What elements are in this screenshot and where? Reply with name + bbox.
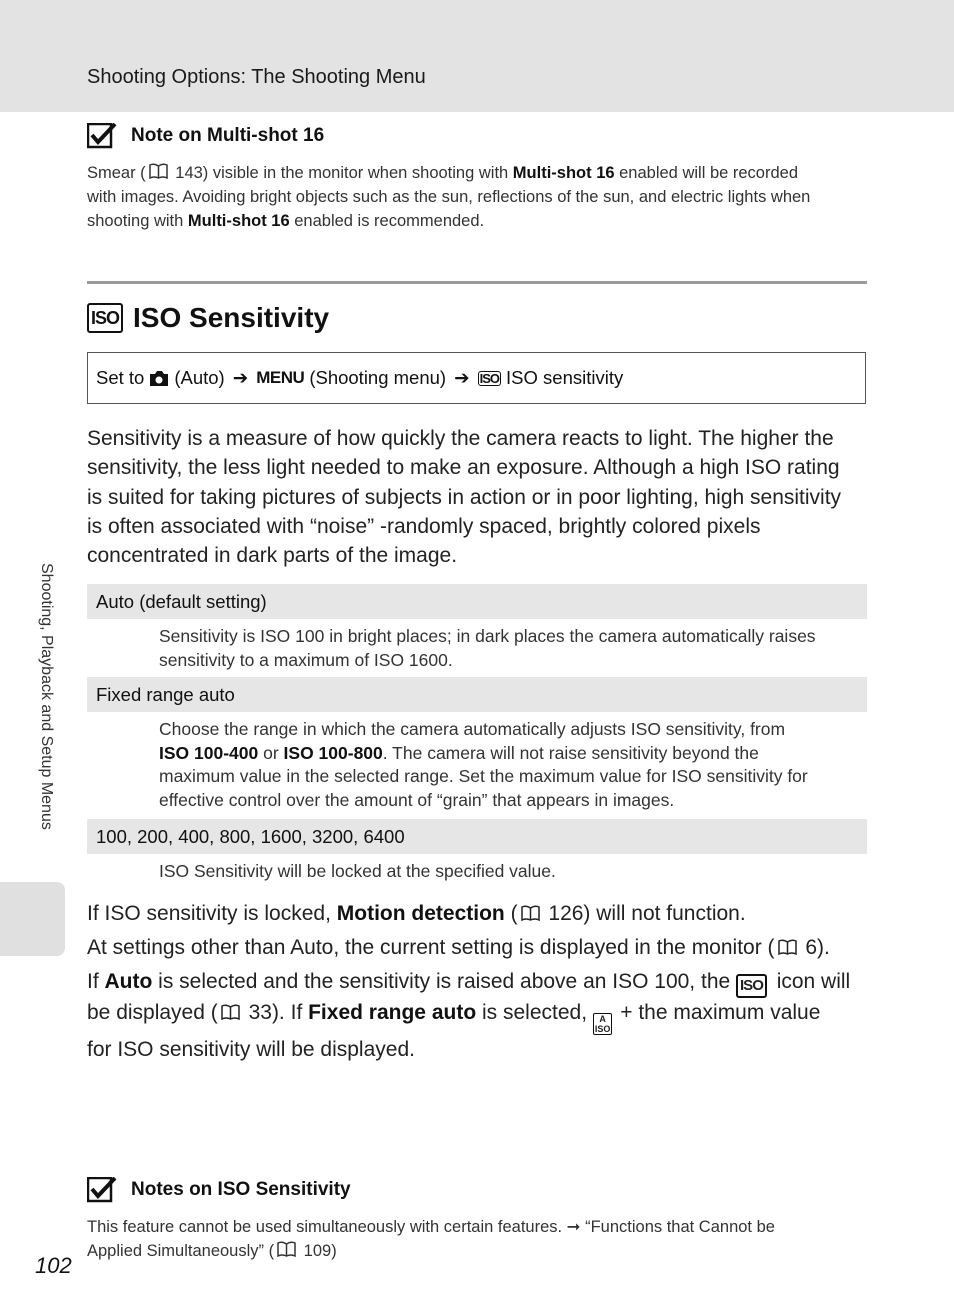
check-note-icon bbox=[87, 123, 117, 149]
text-line: is often associated with “noise” -randomly spaced, brightly colored pixels bbox=[87, 514, 761, 538]
intro-paragraph bbox=[87, 424, 867, 570]
text: Smear ( bbox=[87, 164, 146, 182]
page-number: 102 bbox=[35, 1253, 72, 1278]
option-values-header: 100, 200, 400, 800, 1600, 3200, 6400 bbox=[87, 819, 867, 854]
text: 109) bbox=[299, 1242, 337, 1260]
icon-label: A bbox=[599, 1013, 606, 1024]
camera-auto-icon bbox=[149, 370, 169, 387]
arrow-right-icon: ➔ bbox=[454, 367, 470, 388]
text: enabled will be recorded bbox=[614, 164, 798, 182]
note-multishot-title: Note on Multi-shot 16 bbox=[131, 125, 325, 146]
text-line: maximum value in the selected range. Set the maximum value for ISO sensitivity for bbox=[159, 766, 808, 787]
menu-path-box bbox=[87, 352, 866, 404]
bold-term: ISO 100-800 bbox=[283, 742, 383, 763]
page-title bbox=[87, 302, 329, 334]
path-text: ISO sensitivity bbox=[506, 367, 624, 388]
check-note-icon bbox=[87, 1177, 117, 1203]
body-monitor-display bbox=[87, 933, 877, 962]
bold-term: Multi-shot 16 bbox=[512, 164, 615, 182]
text: enabled is recommended. bbox=[289, 212, 485, 230]
text: 6). bbox=[799, 936, 830, 959]
option-fixed-range-header: Fixed range auto bbox=[87, 677, 867, 712]
text-line: sensitivity, the less light needed to make an exposure. Although a high ISO rating bbox=[87, 456, 840, 480]
option-fixed-range-desc bbox=[159, 718, 859, 813]
text-line: concentrated in dark parts of the image. bbox=[87, 544, 458, 568]
text: 143) visible in the monitor when shooting with bbox=[170, 164, 513, 182]
text-line: sensitivity to a maximum of ISO 1600. bbox=[159, 649, 453, 670]
note-multishot-text bbox=[87, 161, 867, 233]
text: Applied Simultaneously” ( bbox=[87, 1242, 275, 1260]
text: If ISO sensitivity is locked, bbox=[87, 902, 337, 925]
text: ( bbox=[504, 902, 518, 925]
text: icon will bbox=[770, 970, 851, 993]
text-line: for ISO sensitivity will be displayed. bbox=[87, 1037, 415, 1061]
bold-term: Multi-shot 16 bbox=[187, 212, 290, 230]
path-text: (Auto) bbox=[174, 367, 225, 388]
note-iso-text bbox=[87, 1215, 867, 1263]
note-iso-heading bbox=[87, 1177, 351, 1203]
bold-term: ISO 100-400 bbox=[159, 742, 259, 763]
text-line: effective control over the amount of “grain” that appears in images. bbox=[159, 790, 675, 811]
note-multishot-heading bbox=[87, 123, 324, 149]
fixed-range-iso-icon bbox=[593, 1013, 613, 1035]
iso-auto-icon: ISO bbox=[736, 974, 767, 998]
bold-term: Motion detection bbox=[336, 902, 505, 925]
text-line: This feature cannot be used simultaneously with certain features. ➞ “Functions that Cannot be bbox=[87, 1218, 775, 1236]
text: or bbox=[258, 742, 284, 763]
text: + the maximum value bbox=[614, 1000, 821, 1024]
book-reference-icon bbox=[149, 163, 168, 179]
note-iso-title: Notes on ISO Sensitivity bbox=[131, 1179, 351, 1200]
book-reference-icon bbox=[221, 1004, 240, 1020]
text: At settings other than Auto, the current setting is displayed in the monitor ( bbox=[87, 936, 775, 959]
sidebar-section-label: Shooting, Playback and Setup Menus bbox=[38, 563, 55, 830]
text: . The camera will not raise sensitivity beyond the bbox=[382, 742, 759, 763]
text: If bbox=[87, 970, 105, 993]
text-line: ISO Sensitivity will be locked at the specified value. bbox=[159, 861, 556, 881]
path-text: Set to bbox=[96, 367, 145, 388]
arrow-right-icon: ➔ bbox=[232, 367, 249, 388]
menu-icon: MENU bbox=[256, 368, 305, 387]
text-line: is suited for taking pictures of subjects in action or in poor lighting, high sensitivity bbox=[87, 485, 842, 509]
path-text: (Shooting menu) bbox=[309, 367, 447, 388]
header-title: Shooting Options: The Shooting Menu bbox=[87, 66, 426, 88]
bold-term: Auto bbox=[104, 970, 153, 993]
text: with images. Avoiding bright objects such as the sun, reflections of the sun, and electric lights when bbox=[87, 188, 811, 206]
body-motion-detection bbox=[87, 899, 877, 928]
text-line: Sensitivity is ISO 100 in bright places; in dark places the camera automatically raises bbox=[159, 626, 816, 646]
body-auto-icon bbox=[87, 967, 877, 1064]
text: 126) will not function. bbox=[542, 902, 746, 925]
option-values-desc bbox=[159, 860, 859, 884]
icon-label: ISO bbox=[594, 1023, 611, 1034]
text: be displayed ( bbox=[87, 1000, 218, 1024]
text: is selected, bbox=[476, 1000, 593, 1024]
bold-term: Fixed range auto bbox=[308, 1000, 477, 1024]
iso-icon: ISO bbox=[479, 370, 500, 386]
book-reference-icon bbox=[778, 939, 797, 955]
book-reference-icon bbox=[521, 905, 540, 921]
text: is selected and the sensitivity is raised above an ISO 100, the bbox=[152, 970, 737, 993]
section-divider bbox=[87, 281, 867, 284]
text-line: Sensitivity is a measure of how quickly the camera reacts to light. The higher the bbox=[87, 427, 834, 450]
option-auto-desc bbox=[159, 625, 859, 672]
book-reference-icon bbox=[277, 1241, 296, 1257]
sidebar-tab bbox=[0, 882, 65, 956]
section-title-text: ISO Sensitivity bbox=[133, 302, 330, 333]
text: shooting with bbox=[87, 212, 188, 230]
page-header bbox=[0, 0, 954, 112]
option-auto-header: Auto (default setting) bbox=[87, 584, 867, 619]
iso-icon: ISO bbox=[87, 303, 123, 333]
text: 33). If bbox=[242, 1000, 309, 1024]
text-line: Choose the range in which the camera automatically adjusts ISO sensitivity, from bbox=[159, 719, 786, 739]
